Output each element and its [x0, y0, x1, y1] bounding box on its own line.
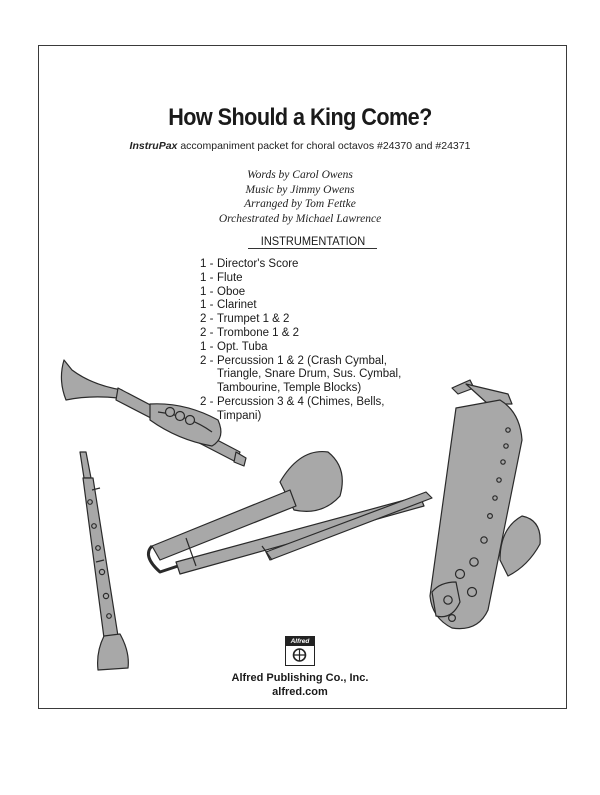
page-title: How Should a King Come?	[168, 104, 432, 131]
item-qty: 2 -	[200, 313, 214, 326]
publisher-url[interactable]: alfred.com	[272, 686, 328, 698]
subtitle-brand: InstruPax	[129, 140, 178, 152]
item-name: Trombone 1 & 2	[217, 326, 300, 339]
item-qty: 1 -	[200, 340, 214, 353]
item-qty: 1 -	[200, 258, 214, 270]
item-name: Oboe	[217, 285, 246, 298]
item-qty: 1 -	[200, 299, 214, 312]
item-name: Flute	[217, 271, 243, 284]
credit-music: Music by Jimmy Owens	[245, 183, 355, 196]
item-qty: 1 -	[200, 271, 214, 284]
item-qty: 2 -	[200, 326, 214, 339]
item-name: Percussion 1 & 2 (Crash Cymbal, Triangle, Snare Drum, Sus. Cymbal, Tambourine, Temple Blocks)	[217, 354, 402, 395]
item-qty: 1 -	[200, 285, 214, 298]
instrumentation-heading: INSTRUMENTATION	[260, 234, 366, 248]
clarinet-icon	[80, 452, 128, 670]
item-qty: 2 -	[200, 395, 214, 408]
item-name: Percussion 3 & 4 (Chimes, Bells, Timpani)	[217, 395, 385, 422]
credit-words: Words by Carol Owens	[247, 169, 353, 181]
alfred-logo	[285, 636, 315, 666]
logo-emblem	[286, 646, 314, 664]
publisher-name: Alfred Publishing Co., Inc.	[231, 672, 369, 684]
trombone-icon	[148, 452, 432, 574]
trumpet-icon	[61, 360, 246, 466]
credit-arranger: Arranged by Tom Fettke	[244, 198, 356, 210]
item-name: Opt. Tuba	[217, 340, 268, 353]
saxophone-icon	[430, 380, 540, 629]
subtitle-text: accompaniment packet for choral octavos #24370 and #24371	[177, 140, 471, 152]
credit-orchestrator: Orchestrated by Michael Lawrence	[218, 212, 382, 225]
item-name: Trumpet 1 & 2	[217, 313, 290, 326]
logo-label: Alfred	[286, 637, 314, 646]
item-name: Clarinet	[217, 299, 257, 312]
item-qty: 2 -	[200, 354, 214, 367]
item-name: Director's Score	[217, 258, 299, 270]
